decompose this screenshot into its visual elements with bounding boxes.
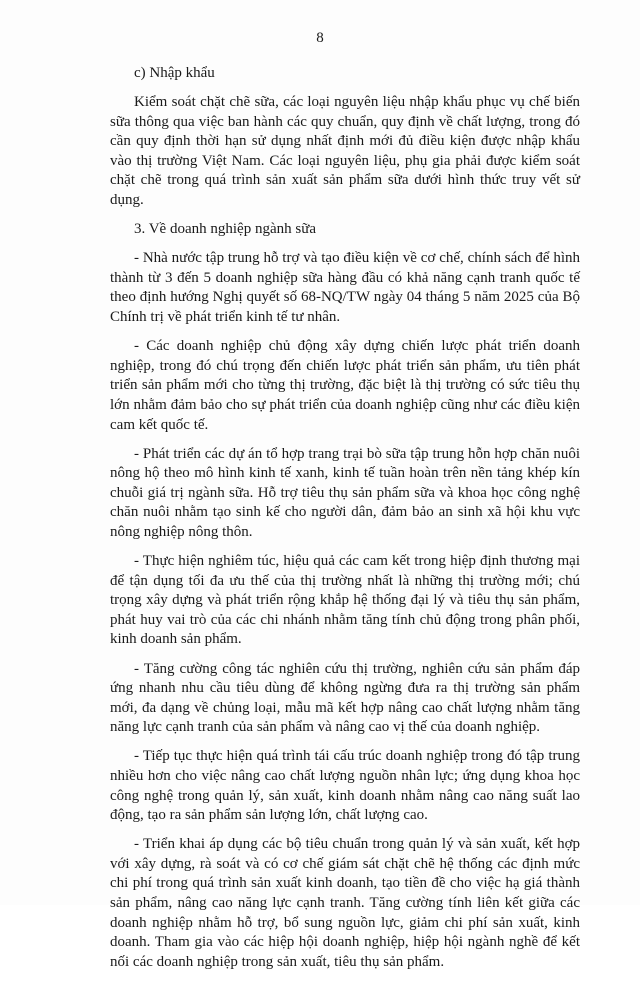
page-number: 8 — [316, 30, 324, 46]
paragraph-state-support: - Nhà nước tập trung hỗ trợ và tạo điều kiện về cơ chế, chính sách để hình thành từ 3 đến 5 doanh nghiệp sữa hàng đầu có khả năng cạnh tranh quốc tế theo định hướng Nghị quyết số 68-NQ/TW ngày 04 tháng 5 năm 2025 của Bộ Chính trị về phát triển kinh tế tư nhân. — [110, 250, 580, 326]
paragraph-standards: - Triển khai áp dụng các bộ tiêu chuẩn trong quản lý và sản xuất, kết hợp với xây dựng, rà soát và có cơ chế giám sát chặt chẽ hệ thống các định mức chi phí trong quá trình sản xuất kinh doanh, tạo tiền đề cho việc hạ giá thành sản phẩm, nâng cao năng lực cạnh tranh. Tăng cường tính liên kết giữa các doanh nghiệp nhằm hỗ trợ, bổ sung nguồn lực, giảm chi phí sản xuất, kinh doanh. Tham gia vào các hiệp hội doanh nghiệp, hiệp hội ngành nghề để kết nối các doanh nghiệp trong sản xuất, tiêu thụ sản phẩm. — [110, 836, 580, 970]
paragraph-enterprise-strategy: - Các doanh nghiệp chủ động xây dựng chiến lược phát triển doanh nghiệp, trong đó chú trọng đến chiến lược phát triển sản phẩm, ưu tiên phát triển sản phẩm mới cho từng thị trường, đặc biệt là thị trường có sức tiêu thụ lớn nhằm đảm bảo cho sự phát triển của doanh nghiệp cũng như các điều kiện cam kết quốc tế. — [110, 338, 580, 433]
section-heading-import: c) Nhập khẩu — [134, 65, 215, 81]
paragraph-market-research: - Tăng cường công tác nghiên cứu thị trường, nghiên cứu sản phẩm đáp ứng nhanh nhu cầu tiêu dùng để không ngừng đưa ra thị trường sản phẩm mới, đa dạng về chủng loại, mẫu mã kết hợp nâng cao chất lượng nhằm tăng năng lực cạnh tranh của sản phẩm và nâng cao vị thế của doanh nghiệp. — [110, 660, 580, 736]
document-body — [110, 64, 580, 982]
paragraph-farm-projects: - Phát triển các dự án tổ hợp trang trại bò sữa tập trung hỗn hợp chăn nuôi nông hộ theo mô hình kinh tế xanh, kinh tế tuần hoàn trên nền tảng khép kín chuỗi giá trị ngành sữa. Hỗ trợ tiêu thụ sản phẩm sữa và khoa học công nghệ chăn nuôi nhằm tạo sinh kế cho người dân, đảm bảo an sinh xã hội khu vực nông nghiệp nông thôn. — [110, 445, 580, 540]
paragraph-trade-commitments: - Thực hiện nghiêm túc, hiệu quả các cam kết trong hiệp định thương mại để tận dụng tối đa ưu thế của thị trường nhất là những thị trường mới; chú trọng xây dựng và phát triển rộng khắp hệ thống đại lý và tiêu thụ sản phẩm, phát huy vai trò của các chi nhánh nhằm tăng tính chủ động trong phân phối, kinh doanh sản phẩm. — [110, 553, 580, 648]
paragraph-restructuring: - Tiếp tục thực hiện quá trình tái cấu trúc doanh nghiệp trong đó tập trung nhiều hơn cho việc nâng cao chất lượng nguồn nhân lực; ứng dụng khoa học công nghệ trong quản lý, sản xuất, kinh doanh nhằm nâng cao năng suất lao động, tạo ra sản phẩm sản lượng lớn, chất lượng cao. — [110, 748, 580, 824]
paragraph-import-control: Kiểm soát chặt chẽ sữa, các loại nguyên liệu nhập khẩu phục vụ chế biến sữa thông qua việc ban hành các quy chuẩn, quy định về chất lượng, trong đó cần quy định thời hạn sử dụng nhất định mới đủ điều kiện được nhập khẩu vào thị trường Việt Nam. Các loại nguyên liệu, phụ gia phải được kiểm soát chặt chẽ trong quá trình sản xuất sản phẩm sữa dưới hình thức truy vết sử dụng. — [110, 94, 580, 209]
section-heading-dairy-enterprises: 3. Về doanh nghiệp ngành sữa — [134, 221, 316, 238]
